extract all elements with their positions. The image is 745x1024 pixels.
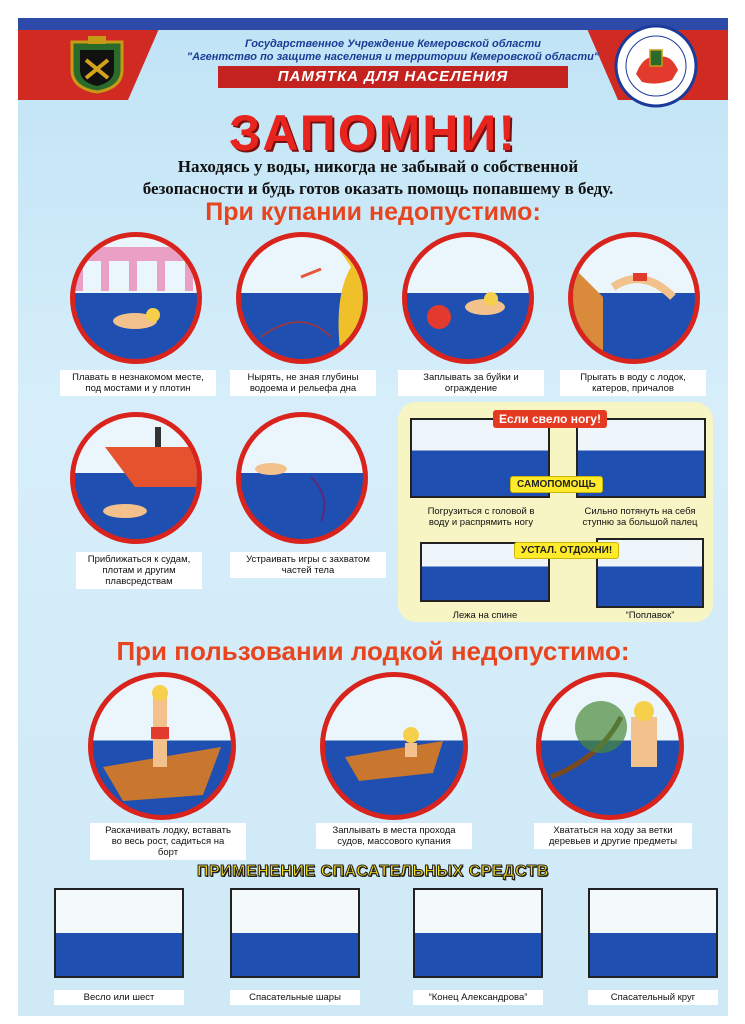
subtitle-line-1: Находясь у воды, никогда не забывай о собственной <box>177 157 579 176</box>
subtitle-line-2: безопасности и будь готов оказать помощь попавшему в беду. <box>142 179 614 198</box>
caption-cramp-4: “Поплавок” <box>625 610 675 621</box>
illustration-bridge-swim <box>70 232 202 364</box>
caption-line: частей тела <box>281 565 335 576</box>
caption-line: ступню за большой палец <box>582 517 698 528</box>
illustration-games <box>236 412 368 544</box>
caption-rescue-2: Спасательные шары <box>230 990 360 1005</box>
illustration-standing-boat <box>88 672 236 820</box>
caption-line: Плавать в незнакомом месте, <box>72 372 204 383</box>
caption-line: Заплывать за буйки и <box>423 372 519 383</box>
poster-header <box>18 8 728 100</box>
caption-swim-6 <box>230 552 386 578</box>
caption-boat-2 <box>316 823 472 849</box>
illustration-life-ring <box>588 888 718 978</box>
illustration-jump-from-boat <box>568 232 700 364</box>
page-subtitle <box>78 156 678 200</box>
caption-cramp-3: Лежа на спине <box>452 610 518 621</box>
caption-line: во весь рост, садиться на <box>111 836 225 847</box>
page-title: ЗАПОМНИ! <box>229 105 517 161</box>
cramp-heading: Если свело ногу! <box>493 410 607 428</box>
caption-line: судов, массового купания <box>337 836 451 847</box>
caption-line: водоема и рельефа дна <box>249 383 357 394</box>
caption-line: борт <box>157 847 179 858</box>
caption-rescue-3: “Конец Александрова” <box>413 990 543 1005</box>
memo-banner: ПАМЯТКА ДЛЯ НАСЕЛЕНИЯ <box>218 66 568 88</box>
caption-line: Раскачивать лодку, вставать <box>105 825 231 836</box>
caption-swim-1 <box>60 370 216 396</box>
illustration-rescue-rope <box>413 888 543 978</box>
caption-boat-1 <box>90 823 246 860</box>
caption-swim-4 <box>560 370 706 396</box>
caption-line: воду и распрямить ногу <box>428 517 534 528</box>
swimming-heading: При купании недопустимо: <box>205 198 541 226</box>
caption-swim-3 <box>398 370 544 396</box>
illustration-diving <box>236 232 368 364</box>
illustration-branches <box>536 672 684 820</box>
illustration-rescue-balls <box>230 888 360 978</box>
self-help-tag: САМОПОМОЩЬ <box>510 476 603 493</box>
illustration-ship <box>70 412 202 544</box>
illustration-boat-traffic <box>320 672 468 820</box>
agency-emblem-icon <box>614 24 698 108</box>
caption-line: Нырять, не зная глубины <box>247 372 359 383</box>
kemerovo-coat-of-arms-icon <box>66 36 128 94</box>
caption-cramp-2 <box>570 506 710 528</box>
caption-cramp-1 <box>406 506 556 528</box>
rescue-heading: ПРИМЕНЕНИЕ СПАСАТЕЛЬНЫХ СРЕДСТВ <box>197 863 549 880</box>
caption-rescue-1: Весло или шест <box>54 990 184 1005</box>
org-line-1: Государственное Учреждение Кемеровской области <box>244 38 541 50</box>
caption-line: Прыгать в воду с лодок, <box>580 372 686 383</box>
caption-line: ограждение <box>444 383 498 394</box>
caption-line: под мостами и у плотин <box>85 383 191 394</box>
caption-line: катеров, причалов <box>592 383 674 394</box>
caption-line: Погрузиться с головой в <box>427 506 535 517</box>
cramp-help-panel <box>398 402 713 622</box>
caption-swim-2 <box>230 370 376 396</box>
caption-line: Приближаться к судам, <box>87 554 191 565</box>
caption-line: Устраивать игры с захватом <box>246 554 370 565</box>
illustration-buoy <box>402 232 534 364</box>
caption-line: Заплывать в места прохода <box>332 825 456 836</box>
caption-line: Хвататься на ходу за ветки <box>553 825 673 836</box>
caption-line: плавсредствам <box>105 576 173 587</box>
caption-boat-3 <box>534 823 692 849</box>
memo-poster <box>18 8 728 1016</box>
caption-line: деревьев и другие предметы <box>548 836 678 847</box>
tired-rest-tag: УСТАЛ. ОТДОХНИ! <box>514 542 619 559</box>
org-line-2: "Агентство по защите населения и территории Кемеровской области" <box>186 51 600 63</box>
boat-heading: При пользовании лодкой недопустимо: <box>116 636 630 666</box>
caption-line: Сильно потянуть на себя <box>584 506 696 517</box>
caption-line: плотам и другим <box>102 565 176 576</box>
illustration-oar <box>54 888 184 978</box>
caption-rescue-4: Спасательный круг <box>588 990 718 1005</box>
caption-swim-5 <box>76 552 202 589</box>
